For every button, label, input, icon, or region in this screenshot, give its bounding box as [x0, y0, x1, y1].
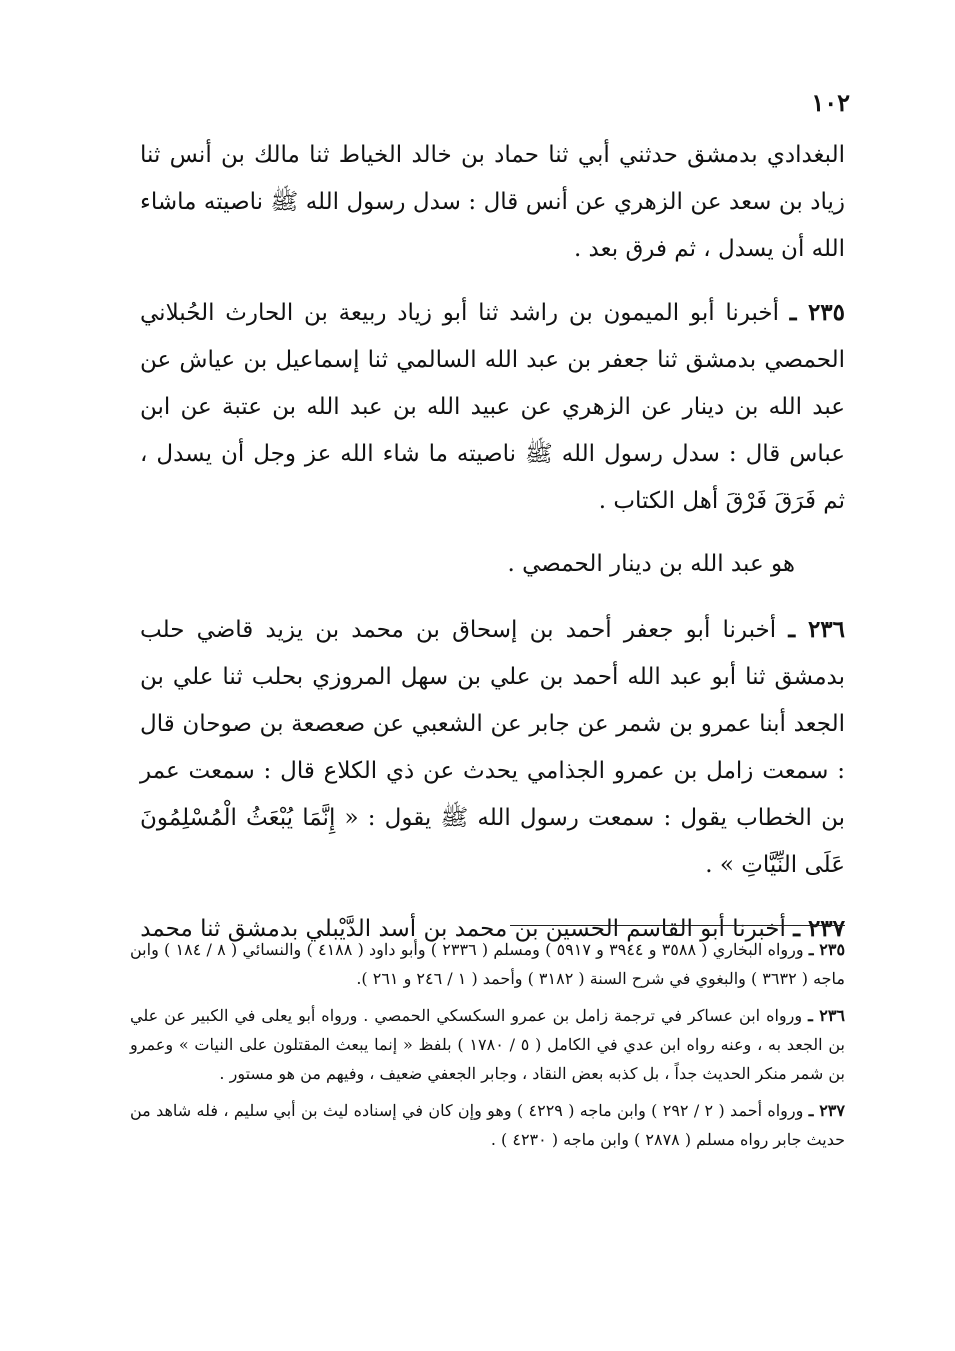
paragraph-continuation [140, 132, 845, 273]
footnote-text: ورواه ابن عساكر في ترجمة زامل بن عمرو السكسكي الحمصي . ورواه أبو يعلى في الكبير عن علي بن الجعد به ، وعنه رواه ابن عدي في الكامل ( ٥ / ١٧٨٠ ) بلفظ « إنما يبعث المقتلون على النيات » وعمرو بن شمر منكر الحديث جداً ، بل كذبه بعض النقاد ، وجابر الجعفي ضعيف ، وفيهم من هو مستور . [130, 1006, 846, 1083]
footnote-235 [130, 935, 845, 993]
footnote-divider [510, 925, 845, 926]
footnote-number: ٢٣٥ ـ [808, 940, 846, 959]
note-text: هو عبد الله بن دينار الحمصي . [507, 551, 795, 577]
hadith-text: أخبرنا أبو القاسم الحسين بن محمد بن أسد الدَّيْبلي بدمشق ثنا محمد [140, 916, 786, 942]
hadith-text: أخبرنا أبو جعفر أحمد بن إسحاق بن محمد بن يزيد قاضي حلب بدمشق ثنا أبو عبد الله أحمد بن علي بن سهل المروزي بحلب ثنا علي بن الجعد أبنا عمرو بن شمر عن جابر عن الشعبي عن صعصعة بن صوحان قال : سمعت زامل بن عمرو الجذامي يحدث عن ذي الكلاع قال : سمعت عمر بن الخطاب يقول : سمعت رسول الله ﷺ يقول : « إِنَّمَا يُبْعَثُ الْمُسْلِمُونَ عَلَى النِّيَّاتِ » . [140, 617, 845, 878]
hadith-235 [140, 289, 845, 525]
hadith-number: ٢٣٧ ـ [793, 915, 845, 942]
footnote-text: ورواه البخاري ( ٣٥٨٨ و ٣٩٤٤ و ٥٩١٧ ) ومسلم ( ٢٣٣٦ ) وأبو داود ( ٤١٨٨ ) والنسائي ( ٨ / ١٨٤ ) وابن ماجه ( ٣٦٣٢ ) والبغوي في شرح السنة ( ٣١٨٢ ) وأحمد ( ١ / ٢٤٦ و ٢٦١ ). [130, 940, 845, 988]
hadith-number: ٢٣٦ ـ [788, 616, 846, 643]
hadith-236 [140, 606, 845, 889]
footnote-237 [130, 1096, 845, 1154]
main-text [140, 132, 845, 969]
footnote-number: ٢٣٧ ـ [808, 1101, 845, 1120]
footnote-number: ٢٣٦ ـ [808, 1006, 845, 1025]
hadith-number: ٢٣٥ ـ [789, 299, 846, 326]
hadith-text: أخبرنا أبو الميمون بن راشد ثنا أبو زياد ربيعة بن الحارث الحُبلاني الحمصي بدمشق ثنا جعفر بن عبد الله السالمي ثنا إسماعيل بن عياش عن عبد الله بن دينار عن الزهري عن عبيد الله بن عبد الله بن عتبة عن ابن عباس قال : سدل رسول الله ﷺ ناصيته ما شاء الله عز وجل أن يسدل ، ثم فَرَقَ فَرْقَ أهل الكتاب . [140, 300, 845, 514]
footnotes [130, 935, 845, 1162]
footnote-236 [130, 1001, 845, 1088]
footnote-text: ورواه أحمد ( ٢ / ٢٩٢ ) وابن ماجه ( ٤٢٢٩ ) وهو وإن كان في إسناده ليث بن أبي سليم ، فله شاهد من حديث جابر رواه مسلم ( ٢٨٧٨ ) وابن ماجه ( ٤٢٣٠ ) . [130, 1101, 845, 1149]
paragraph-text: البغدادي بدمشق حدثني أبي ثنا حماد بن خالد الخياط ثنا مالك بن أنس ثنا زياد بن سعد عن الزهري عن أنس قال : سدل رسول الله ﷺ ناصيته ماشاء الله أن يسدل ، ثم فرق بعد . [140, 142, 845, 262]
editor-note [140, 541, 845, 588]
page-number: ١٠٢ [811, 88, 850, 117]
